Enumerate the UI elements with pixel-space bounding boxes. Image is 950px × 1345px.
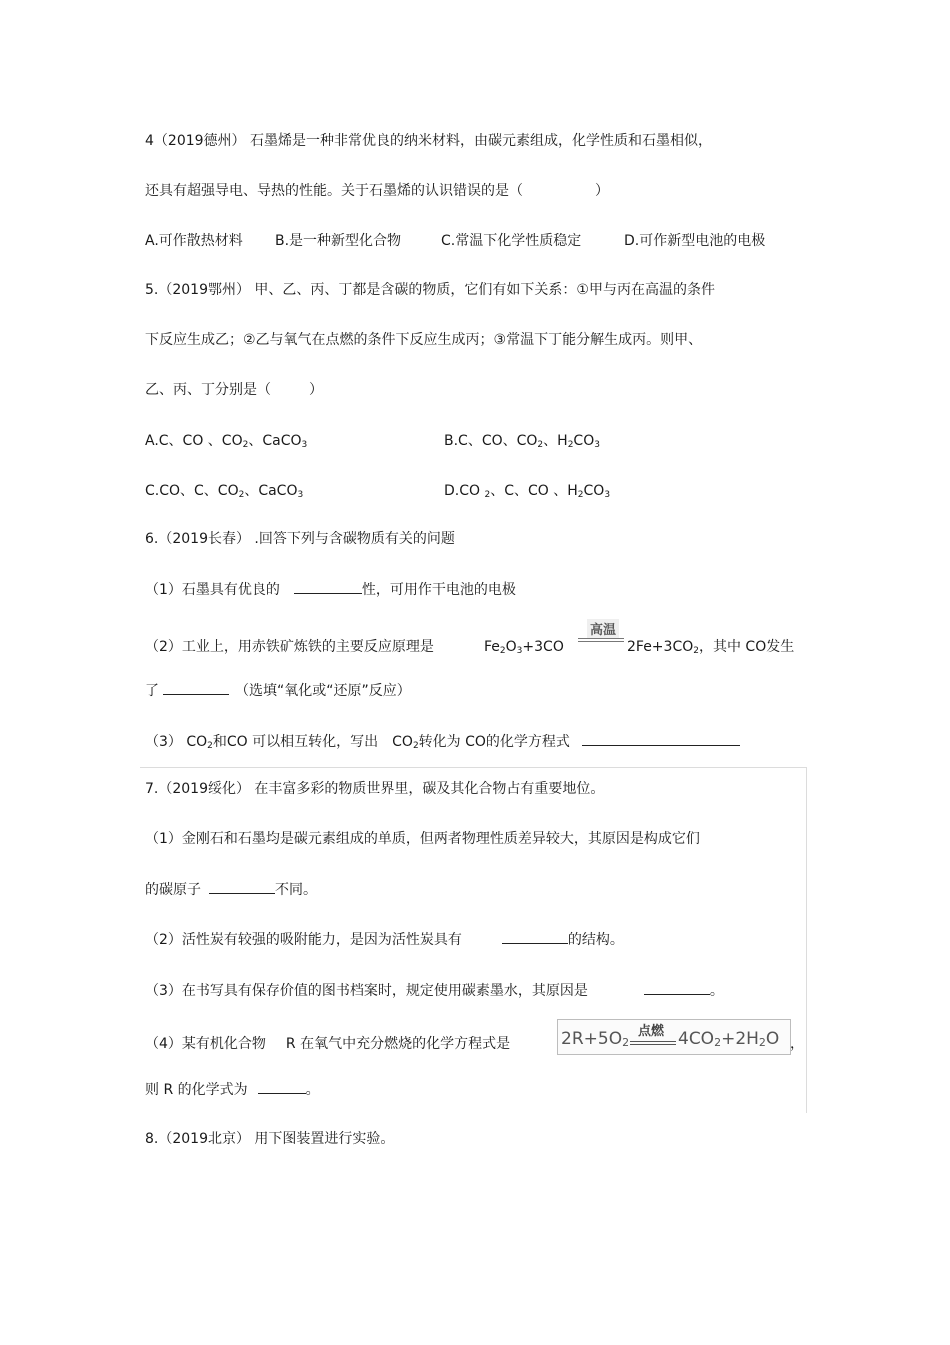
q7-blank-2[interactable] xyxy=(502,929,568,944)
q6-blank-2[interactable] xyxy=(163,680,229,695)
q4-option-c: C.常温下化学性质稳定 xyxy=(441,233,582,249)
q7-sub4: （4）某有机化合物 R 在氧气中充分燃烧的化学方程式是 xyxy=(145,1036,511,1052)
q5-close-paren: ） xyxy=(309,382,323,398)
q7-eq-condition: 点燃 xyxy=(638,1024,665,1039)
q6-sub1: （1）石墨具有优良的 性，可用作干电池的电极 xyxy=(145,579,516,600)
q8-title: 8.（2019北京） 用下图装置进行实验。 xyxy=(145,1131,395,1147)
q7-blank-4[interactable] xyxy=(258,1079,306,1094)
q5-line1: 5.（2019鄂州） 甲、乙、丙、丁都是含碳的物质，它们有如下关系：①甲与丙在高温的条件 xyxy=(145,282,715,298)
q7-blank-3[interactable] xyxy=(644,980,710,995)
q7-sub1: （1）金刚石和石墨均是碳元素组成的单质，但两者物理性质差异较大，其原因是构成它们 xyxy=(145,831,700,847)
q7-sub3: （3）在书写具有保存价值的图书档案时，规定使用碳素墨水，其原因是 。 xyxy=(145,980,724,1001)
q5-option-a: A.C、CO 、$CO_2$、CaCO$_3$ xyxy=(145,433,308,450)
q4-line1: 4（2019德州） 石墨烯是一种非常优良的纳米材料，由碳元素组成，化学性质和石墨相似， xyxy=(145,133,712,149)
q7-comma: ， xyxy=(790,1036,804,1052)
q4-line2 xyxy=(145,181,609,201)
q6-sub2-cont: 了 （选填“氧化或“还原”反应） xyxy=(145,680,411,701)
q4-option-a: A.可作散热材料 xyxy=(145,233,243,249)
q5-stem: 乙、丙、丁分别是（ xyxy=(145,382,271,398)
q4-option-d: D.可作新型电池的电极 xyxy=(624,233,766,249)
q7-eq-bar-2 xyxy=(630,1044,676,1045)
q4-option-b: B.是一种新型化合物 xyxy=(275,233,402,249)
q6-sub2: （2）工业上，用赤铁矿炼铁的主要反应原理是 xyxy=(145,639,434,655)
q7-equation-image xyxy=(557,1019,791,1055)
q6-equation-bar-2 xyxy=(578,641,624,642)
q5-line2: 下反应生成乙；②乙与氧气在点燃的条件下反应生成丙；③常温下丁能分解生成丙。则甲、 xyxy=(145,332,703,348)
q6-equation-reactants: $Fe_2O_3+3CO$ xyxy=(484,639,564,656)
q6-condition-high-temp: 高温 xyxy=(587,619,619,638)
q6-equation-products: $2Fe+3CO_2$，其中 CO发生 xyxy=(627,639,795,656)
q4-stem: 还具有超强导电、导热的性能。关于石墨烯的认识错误的是（ xyxy=(145,183,523,199)
q5-line3 xyxy=(145,380,323,400)
q4-close-paren: ） xyxy=(595,183,609,199)
q6-sub3: （3） $CO_2$和CO 可以相互转化，写出 $CO_2$转化为 CO的化学方程式 xyxy=(145,731,740,752)
q7-sub1-cont: 的碳原子 不同。 xyxy=(145,879,317,900)
q7-sub5: 则 R 的化学式为 。 xyxy=(145,1079,320,1100)
q7-eq-bar xyxy=(630,1041,676,1042)
q7-sub2: （2）活性炭有较强的吸附能力，是因为活性炭具有 的结构。 xyxy=(145,929,624,950)
q6-title: 6.（2019长春） .回答下列与含碳物质有关的问题 xyxy=(145,531,455,547)
q5-option-b: B.C、CO、$CO_2$、$H_2CO_3$ xyxy=(444,433,600,450)
q5-option-d: D.CO $_2$、C、CO 、$H_2CO_3$ xyxy=(444,483,611,500)
q6-blank-3[interactable] xyxy=(582,731,740,746)
q7-eq-products: $4CO_2+2H_2O$ xyxy=(678,1029,780,1049)
q6-blank-1[interactable] xyxy=(294,579,362,594)
q7-blank-1[interactable] xyxy=(209,879,275,894)
q7-eq-reactants: $2R+5O_2$ xyxy=(561,1029,630,1049)
q6-equation-bar xyxy=(578,638,624,639)
q5-option-c: C.CO、C、$CO_2$、CaCO$_3$ xyxy=(145,483,304,500)
q7-title: 7.（2019绥化） 在丰富多彩的物质世界里，碳及其化合物占有重要地位。 xyxy=(145,781,605,797)
